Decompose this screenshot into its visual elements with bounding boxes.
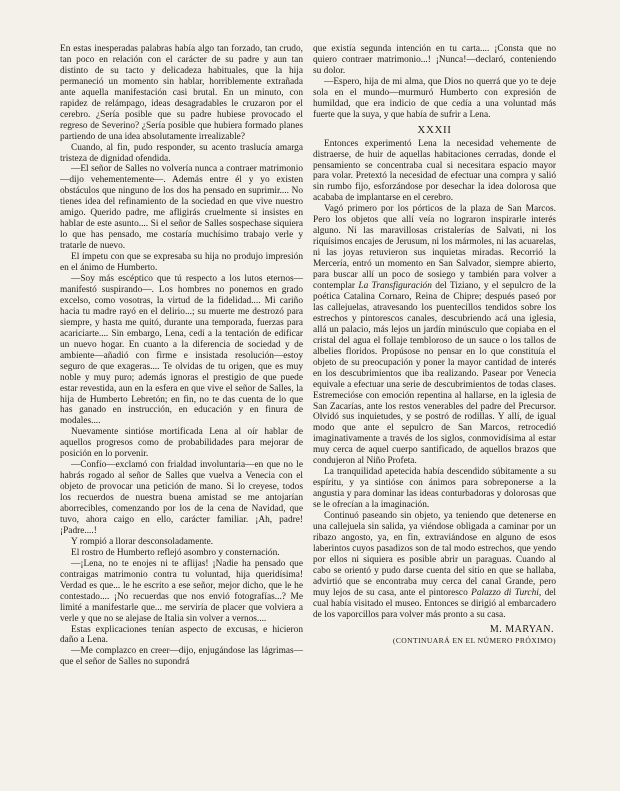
- paragraph: En estas inesperadas palabras había algo tan forzado, tan crudo, tan poco en relación con el carácter de su padre y aun tan distinto de su tacto y delicadeza habituales, que la hija permaneció un momento sin hablar, horriblemente extrañada ante aquella manifestación casi brutal. En un minuto, con rapidez de relámpago, ideas desagradables le cruzaron por el cerebro. ¿Sería posible que su padre hubiese provocado el regreso de Severino? ¿Sería posible que hubiera formado planes partiendo de una idea absolutamente irrealizable?: [60, 44, 303, 142]
- text-span: Continuó paseando sin objeto, ya teniendo que detenerse en una callejuela sin salida, ya viéndose obligada a caminar por un ribazo angosto, ya, en fin, extraviándose en alguno de esos laberintos cuyos pasadizos son de tal modo estrechos, que yendo por ellos ni siquiera es posible abrir un paraguas. Cuando al cabo se orientó y pudo darse cuenta del sitio en que se hallaba, advirtió que se encontraba muy cerca del canal Grande, pero muy lejos de su casa, ante el pintoresco: [313, 511, 556, 598]
- text-span: del Tiziano, y el sepulcro de la poética Catalina Cornaro, Reina de Chipre; después paseó por las callejuelas, atravesando los puentecillos tendidos sobre los estrechos y pintorescos canales, descubriendo acá una iglesia, allá un palacio, más lejos un jardín minúsculo que copiaba en el cristal del agua el follaje tembloroso de un sauce o los tallos de albelies floridos. Propúsose no pensar en lo que constituía el objeto de su preocupación y poner la mayor cantidad de interés en los descubrimientos que iba realizando. Pasear por Venecia equivale a efectuar una serie de descubrimientos de todas clases. Estremecióse con emoción repentina al hallarse, en la iglesia de San Zacarías, ante los restos venerables del padre del Precursor. Olvidó sus inquietudes, y se postró de rodillas. Y allí, de igual modo que ante el sepulcro de San Marcos, retrocedió imaginativamente a través de los siglos, conmovidísima al estar muy cerca de aquel cuerpo santificado, de aquellos brazos que condujeron al Niño Profeta.: [313, 281, 556, 467]
- paragraph: Entonces experimentó Lena la necesidad vehemente de distraerse, de huir de aquellas habitaciones cerradas, donde el pensamiento se concentraba cual si necesitara espacio mayor para volar. Pretextó la necesidad de efectuar una compra y salió sin rumbo fijo, esforzándose por desechar la idea dolorosa que acababa de implantarse en el cerebro.: [313, 138, 556, 204]
- text-span: Vagó primero por los pórticos de la plaza de San Marcos. Pero los objetos que allí veía no lograron inspirarle interés alguno. Ni las maravillosas cristalerías de Salvati, ni los riquísimos encajes de Jerusum, ni los mármoles, ni las acuarelas, ni las joyas retuvieron sus inquietas miradas. Recorrió la Mercería, entró un momento en San Salvador, siempre abierto, para buscar allí un poco de sosiego y también para volver a contemplar: [313, 204, 556, 292]
- paragraph: Estas explicaciones tenían aspecto de excusas, e hicieron daño a Lena.: [60, 624, 303, 646]
- paragraph: El ímpetu con que se expresaba su hija no produjo impresión en el ánimo de Humberto.: [60, 252, 303, 274]
- paragraph: —El señor de Salles no volvería nunca a contraer matrimonio—dijo vehementemente—. Además entre él y yo existen obstáculos que ninguno de los dos ha pensado en suprimir.... No tienes idea del refinamiento de la sociedad en que vive nuestro amigo. Querido padre, me afligirás cruelmente si insistes en hablar de este asunto.... Si el señor de Salles sospechase siquiera lo que has pensado, me costaría muchísimo trabajo verle y tratarle de nuevo.: [60, 164, 303, 252]
- paragraph: El rostro de Humberto reflejó asombro y consternación.: [71, 547, 280, 558]
- paragraph: Nuevamente sintióse mortificada Lena al oír hablar de aquellos progresos como de probabilidades para mejorar de posición en lo porvenir.: [60, 427, 303, 460]
- paragraph: —Espero, hija de mi alma, que Dios no querrá que yo te deje sola en el mundo—murmuró Humberto con expresión de humildad, que era indicio de que cedía a una voluntad más fuerte que la suya, y que había de sufrir a Lena.: [313, 76, 556, 120]
- paragraph: —Confío—exclamó con frialdad involuntaria—en que no le habrás rogado al señor de Salles que vuelva a Venecia con el objeto de provocar una petición de mano. Si lo creyese, todos los recuerdos de nuestra buena amistad se me antojarían aborrecibles, comenzando por los de la cena de Navidad, que tuvo, ahora caigo en ello, carácter familiar. ¡Ah, padre! ¡Padre....!: [60, 460, 303, 536]
- paragraph: Y rompió a llorar desconsoladamente.: [71, 536, 214, 547]
- chapter-heading: XXXII: [417, 123, 452, 136]
- place-name: Palazzo di Turchi: [471, 587, 539, 598]
- paragraph: —Me complazco en creer—dijo, enjugándose las lágrimas—que el señor de Salles no supondrá: [60, 646, 303, 668]
- paragraph: La tranquilidad apetecida había descendido súbitamente a su espíritu, y ya sintióse con ánimos para sobreponerse a la angustia y para dominar las ideas conturbadoras y dolorosas que se le ofrecían a la imaginación.: [313, 467, 556, 511]
- continuation-note: (CONTINUARÁ EN EL NÚMERO PRÓXIMO): [392, 635, 556, 645]
- author-signature: M. MARYAN.: [489, 623, 554, 635]
- paragraph: [313, 511, 556, 621]
- paragraph: que existía segunda intención en tu carta.... ¡Consta que no quiero contraer matrimonio...! ¡Nunca!—declaró, conteniendo su dolor.: [313, 44, 556, 76]
- right-column: [313, 44, 556, 646]
- left-column: [60, 44, 303, 668]
- paragraph: —Soy más escéptico que tú respecto a los lutos eternos—manifestó suspirando—. Los hombres no ponemos en grado excelso, como vosotras, la virtud de la fidelidad.... Mi cariño hacia tu madre rayó en el delirio...; su muerte me destrozó para siempre, y hasta me quitó, durante una temporada, fuerzas para acariciarte.... Sin embargo, Lena, cedí a la tentación de edificar un nuevo hogar. En cuanto a la diferencia de sociedad y de ambiente—añadió con firme e insistada resolución—estoy seguro de que exageras.... Te olvidas de tu origen, que es muy noble y muy puro; además ignoras el prestigio de que puede estar revestida, aun en la esfera en que vive el señor de Salles, la hija de Humberto Lebretón; en fin, no te das cuenta de lo que has ganado en instrucción, en educación y en finura de modales....: [60, 274, 303, 427]
- text-span: , del cual había visitado el museo. Entonces se dirigió al embarcadero de los vaporcillos para volver más pronto a su casa.: [313, 587, 557, 620]
- paragraph: Cuando, al fin, pudo responder, su acento traslucía amarga tristeza de dignidad ofendida.: [60, 142, 303, 164]
- artwork-title: La Transfiguración: [358, 281, 432, 292]
- paragraph: [313, 204, 556, 467]
- paragraph: —¡Lena, no te enojes ni te aflijas! ¡Nadie ha pensado que contraigas matrimonio contra tu voluntad, hija queridísima! Verdad es que... le he escrito a ese señor, mejor dicho, que le he contestado.... ¡No recuerdas que nos envió fotografías...? Me limité a manifestarle que... me serviría de placer que volviera a verle y que no se alejase de Italia sin volver a vernos....: [60, 558, 303, 624]
